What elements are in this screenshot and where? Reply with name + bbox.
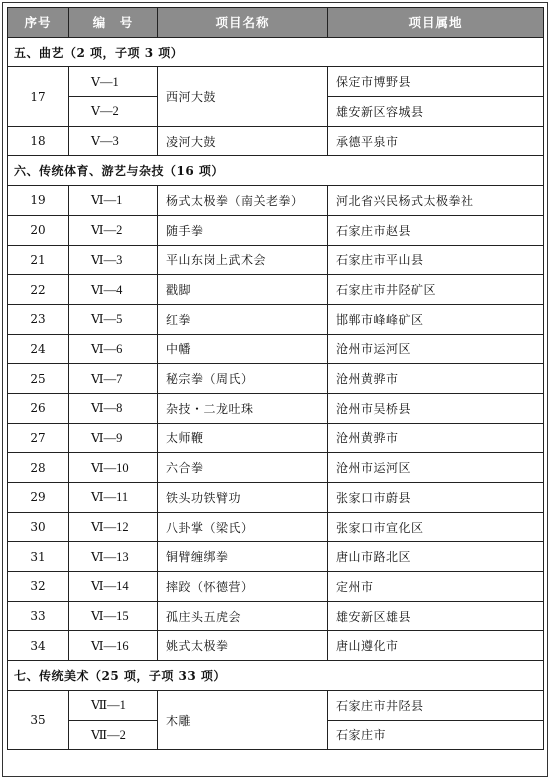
project-location: 保定市博野县 (328, 67, 544, 97)
project-location: 石家庄市 (328, 720, 544, 750)
table-body (8, 37, 544, 750)
project-name: 太师鞭 (158, 423, 328, 453)
table-row (8, 186, 544, 216)
item-code: Ⅵ—6 (69, 334, 158, 364)
table-row (8, 542, 544, 572)
item-code: Ⅴ—2 (69, 97, 158, 127)
header-project-location: 项目属地 (328, 8, 544, 38)
table-row (8, 453, 544, 483)
project-name: 红拳 (158, 304, 328, 334)
item-code: Ⅵ—10 (69, 453, 158, 483)
table-row (8, 690, 544, 720)
section-row (8, 661, 544, 691)
project-location: 石家庄市赵县 (328, 215, 544, 245)
project-location: 唐山遵化市 (328, 631, 544, 661)
project-location: 张家口市蔚县 (328, 483, 544, 513)
section-title: 五、曲艺（2 项，子项 3 项） (8, 37, 544, 67)
project-name: 杨式太极拳（南关老拳） (158, 186, 328, 216)
section-title: 六、传统体育、游艺与杂技（16 项） (8, 156, 544, 186)
seq-number: 22 (8, 275, 69, 305)
seq-number: 18 (8, 126, 69, 156)
section-row (8, 156, 544, 186)
heritage-list-table (7, 7, 544, 750)
project-name: 铜臂缠绑拳 (158, 542, 328, 572)
item-code: Ⅴ—1 (69, 67, 158, 97)
section-row (8, 37, 544, 67)
seq-number: 26 (8, 393, 69, 423)
project-location: 石家庄市井陉县 (328, 690, 544, 720)
table-row (8, 215, 544, 245)
item-code: Ⅶ—2 (69, 720, 158, 750)
seq-number: 17 (8, 67, 69, 126)
item-code: Ⅵ—16 (69, 631, 158, 661)
project-name: 随手拳 (158, 215, 328, 245)
seq-number: 23 (8, 304, 69, 334)
seq-number: 19 (8, 186, 69, 216)
project-name: 八卦掌（梁氏） (158, 512, 328, 542)
table-row (8, 572, 544, 602)
header-project-name: 项目名称 (158, 8, 328, 38)
item-code: Ⅵ—13 (69, 542, 158, 572)
item-code: Ⅵ—12 (69, 512, 158, 542)
project-name: 姚式太极拳 (158, 631, 328, 661)
project-location: 邯郸市峰峰矿区 (328, 304, 544, 334)
seq-number: 28 (8, 453, 69, 483)
project-location: 河北省兴民杨式太极拳社 (328, 186, 544, 216)
item-code: Ⅵ—11 (69, 483, 158, 513)
project-location: 沧州市吴桥县 (328, 393, 544, 423)
seq-number: 33 (8, 601, 69, 631)
item-code: Ⅵ—4 (69, 275, 158, 305)
table-row (8, 126, 544, 156)
project-name: 杂技・二龙吐珠 (158, 393, 328, 423)
table-row (8, 245, 544, 275)
table-row (8, 601, 544, 631)
seq-number: 30 (8, 512, 69, 542)
project-name: 中幡 (158, 334, 328, 364)
table-row (8, 364, 544, 394)
table-row (8, 67, 544, 97)
project-name: 西河大鼓 (158, 67, 328, 126)
header-code: 编 号 (69, 8, 158, 38)
item-code: Ⅵ—15 (69, 601, 158, 631)
project-location: 沧州市运河区 (328, 334, 544, 364)
seq-number: 35 (8, 690, 69, 749)
table-row (8, 334, 544, 364)
item-code: Ⅵ—5 (69, 304, 158, 334)
seq-number: 31 (8, 542, 69, 572)
project-name: 六合拳 (158, 453, 328, 483)
item-code: Ⅵ—7 (69, 364, 158, 394)
item-code: Ⅵ—1 (69, 186, 158, 216)
project-name: 木雕 (158, 690, 328, 749)
project-name: 戳脚 (158, 275, 328, 305)
item-code: Ⅶ—1 (69, 690, 158, 720)
project-location: 沧州黄骅市 (328, 423, 544, 453)
seq-number: 32 (8, 572, 69, 602)
project-name: 秘宗拳（周氏） (158, 364, 328, 394)
table-row (8, 275, 544, 305)
project-name: 摔跤（怀德营） (158, 572, 328, 602)
project-name: 孤庄头五虎会 (158, 601, 328, 631)
header-seq: 序号 (8, 8, 69, 38)
project-location: 唐山市路北区 (328, 542, 544, 572)
project-location: 石家庄市井陉矿区 (328, 275, 544, 305)
item-code: Ⅴ—3 (69, 126, 158, 156)
seq-number: 34 (8, 631, 69, 661)
table-row (8, 423, 544, 453)
project-location: 雄安新区雄县 (328, 601, 544, 631)
item-code: Ⅵ—9 (69, 423, 158, 453)
seq-number: 24 (8, 334, 69, 364)
project-location: 石家庄市平山县 (328, 245, 544, 275)
seq-number: 27 (8, 423, 69, 453)
project-location: 沧州市运河区 (328, 453, 544, 483)
project-location: 沧州黄骅市 (328, 364, 544, 394)
table-row (8, 483, 544, 513)
table-row (8, 393, 544, 423)
project-location: 定州市 (328, 572, 544, 602)
project-location: 张家口市宣化区 (328, 512, 544, 542)
project-location: 雄安新区容城县 (328, 97, 544, 127)
item-code: Ⅵ—8 (69, 393, 158, 423)
seq-number: 20 (8, 215, 69, 245)
project-name: 平山东岗上武术会 (158, 245, 328, 275)
seq-number: 21 (8, 245, 69, 275)
project-name: 凌河大鼓 (158, 126, 328, 156)
seq-number: 29 (8, 483, 69, 513)
section-title: 七、传统美术（25 项，子项 33 项） (8, 661, 544, 691)
table-row (8, 304, 544, 334)
table-row (8, 512, 544, 542)
project-location: 承德平泉市 (328, 126, 544, 156)
table-header-row (8, 8, 544, 38)
item-code: Ⅵ—14 (69, 572, 158, 602)
table-row (8, 631, 544, 661)
project-name: 铁头功铁臂功 (158, 483, 328, 513)
seq-number: 25 (8, 364, 69, 394)
item-code: Ⅵ—2 (69, 215, 158, 245)
item-code: Ⅵ—3 (69, 245, 158, 275)
